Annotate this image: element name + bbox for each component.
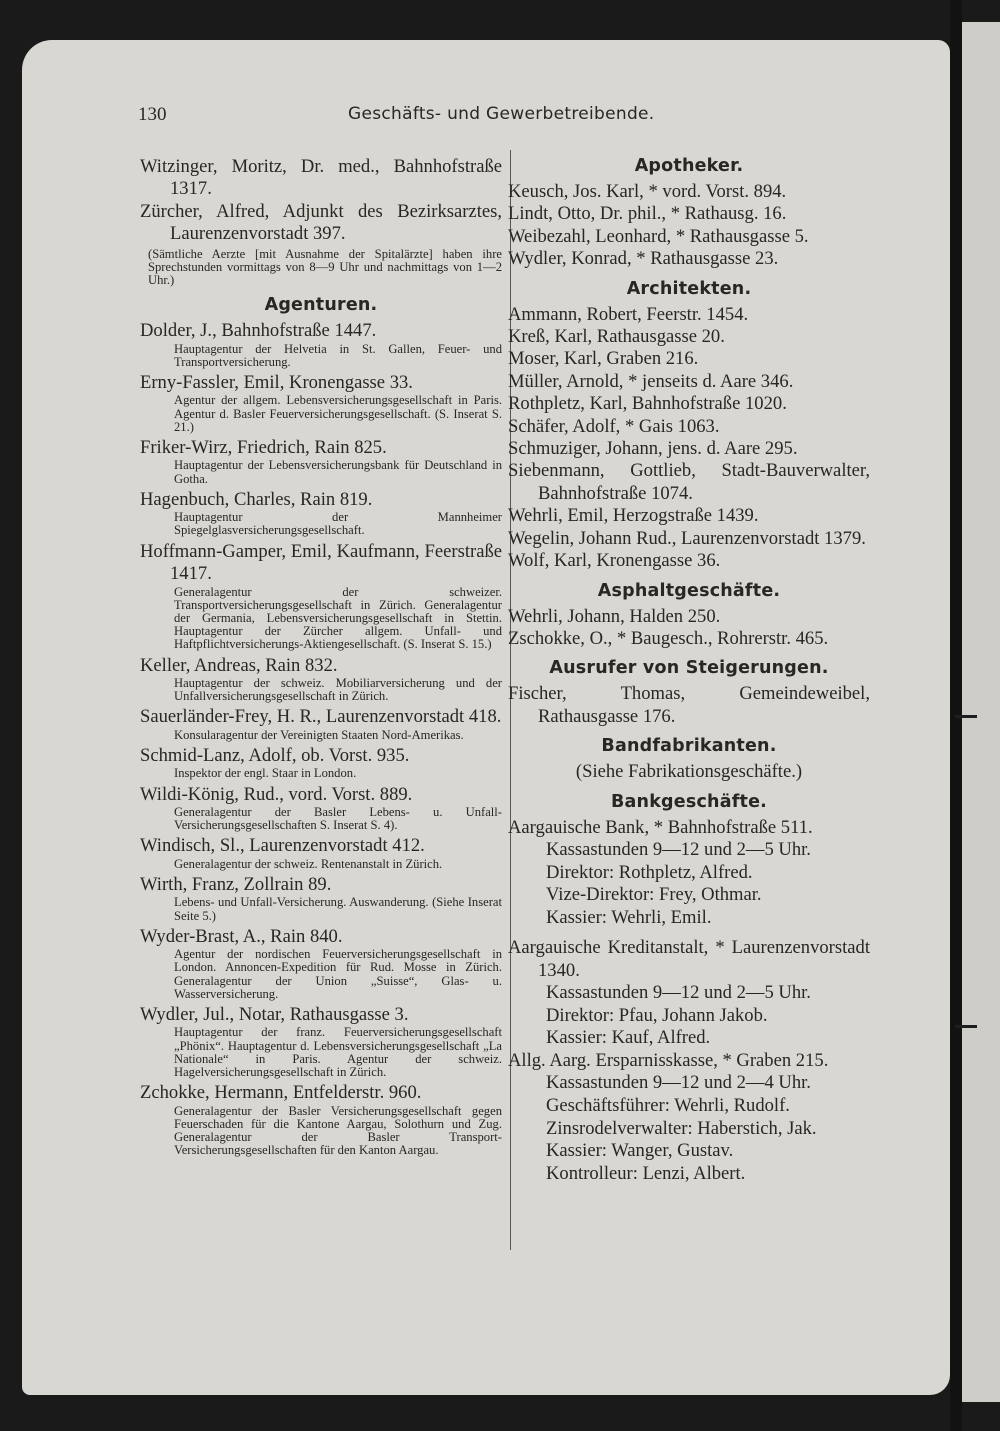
entry-note: Hauptagentur der Helvetia in St. Gallen, Feuer- und Transportversicherung.: [174, 341, 502, 369]
directory-entry: Windisch, Sl., Laurenzenvorstadt 412.: [140, 835, 425, 857]
directory-entry: Fischer, Thomas, Gemeindeweibel, Rathausgasse 176.: [508, 683, 870, 727]
adjacent-page-edge: [962, 22, 1000, 1402]
entry-note: Hauptagentur der schweiz. Mobiliarversicherung und der Unfallversicherungsgesellschaft in Zürich.: [174, 675, 502, 704]
entry-note: Inspektor der engl. Staar in London.: [174, 766, 357, 781]
directory-entry: Dolder, J., Bahnhofstraße 1447.: [140, 320, 377, 342]
directory-entry: Zchokke, Hermann, Entfelderstr. 960.: [140, 1082, 422, 1104]
directory-entry: Schäfer, Adolf, * Gais 1063.: [508, 415, 720, 437]
directory-entry: Wolf, Karl, Kronengasse 36.: [508, 550, 721, 572]
directory-entry: Keusch, Jos. Karl, * vord. Vorst. 894.: [508, 181, 787, 202]
bank-entry: Aargauische Kreditanstalt, * Laurenzenvorstadt 1340.: [508, 937, 870, 981]
bank-detail: Vize-Direktor: Frey, Othmar.: [546, 884, 762, 906]
entry-note: Generalagentur der schweizer. Transportversicherungsgesellschaft in Zürich. Generalagentur der Germania, Lebensversicherungsgesellschaft in Stettin. Hauptagentur der Zürcher allgem. Unfall- und Haftpflichtversicherungs-Aktiengesellschaft. (S. Inserat S. 15.): [174, 584, 502, 652]
section-heading-ausrufer: Ausrufer von Steigerungen.: [549, 658, 829, 679]
entry-note: Hauptagentur der franz. Feuerversicherungsgesellschaft „Phönix“. Hauptagentur d. Lebensversicherungsgesellschaft „La Nationale“ in Paris. Agentur der schweiz. Hagelversicherungsgesellschaft in Zürich.: [174, 1025, 502, 1080]
bank-detail: Direktor: Pfau, Johann Jakob.: [546, 1004, 768, 1026]
section-heading-agenturen: Agenturen.: [264, 295, 378, 316]
directory-entry: Friker-Wirz, Friedrich, Rain 825.: [140, 437, 387, 459]
directory-entry: Zürcher, Alfred, Adjunkt des Bezirksarztes, Laurenzenvorstadt 397.: [140, 200, 502, 245]
directory-entry: Müller, Arnold, * jenseits d. Aare 346.: [508, 370, 794, 392]
directory-entry: Wehrli, Johann, Halden 250.: [508, 605, 721, 627]
bank-detail: Geschäftsführer: Wehrli, Rudolf.: [546, 1094, 790, 1116]
section-heading-bank: Bankgeschäfte.: [611, 791, 767, 812]
entry-note: Hauptagentur der Lebensversicherungsbank für Deutschland in Gotha.: [174, 458, 502, 486]
bank-detail: Kassastunden 9—12 und 2—5 Uhr.: [546, 838, 811, 860]
directory-entry: Hoffmann-Gamper, Emil, Kaufmann, Feerstraße 1417.: [140, 540, 502, 585]
left-column: [140, 156, 502, 1160]
directory-entry: Wyder-Brast, A., Rain 840.: [140, 925, 343, 947]
directory-entry: Rothpletz, Karl, Bahnhofstraße 1020.: [508, 393, 787, 415]
entry-note: Generalagentur der Basler Lebens- u. Unfall-Versicherungsgesellschaften S. Inserat S. 4).: [174, 804, 502, 833]
directory-entry: Wirth, Franz, Zollrain 89.: [140, 873, 332, 895]
bank-detail: Kassastunden 9—12 und 2—4 Uhr.: [546, 1072, 811, 1094]
page-marker: [955, 715, 977, 718]
directory-entry: Lindt, Otto, Dr. phil., * Rathausg. 16.: [508, 203, 787, 225]
bank-detail: Zinsrodelverwalter: Haberstich, Jak.: [546, 1117, 817, 1139]
directory-entry: Moser, Karl, Graben 216.: [508, 348, 699, 370]
bank-detail: Kassier: Kauf, Alfred.: [546, 1027, 711, 1049]
page-number: 130: [138, 104, 167, 125]
bank-detail: Kassastunden 9—12 und 2—5 Uhr.: [546, 982, 811, 1004]
entry-note: Agentur der allgem. Lebensversicherungsgesellschaft in Paris. Agentur d. Basler Feuerversicherungsgesellschaft. (S. Inserat S. 21.): [174, 393, 502, 434]
directory-entry: Ammann, Robert, Feerstr. 1454.: [508, 303, 749, 325]
section-heading-asphalt: Asphaltgeschäfte.: [597, 580, 781, 601]
directory-entry: Erny-Fassler, Emil, Kronengasse 33.: [140, 372, 413, 394]
directory-entry: Sauerländer-Frey, H. R., Laurenzenvorstadt 418.: [140, 706, 502, 728]
section-heading-bandfabrikanten: Bandfabrikanten.: [601, 736, 777, 757]
directory-entry: Schmid-Lanz, Adolf, ob. Vorst. 935.: [140, 744, 410, 766]
directory-entry: Wildi-König, Rud., vord. Vorst. 889.: [140, 783, 413, 805]
entry-note: (Sämtliche Aerzte [mit Ausnahme der Spitalärzte] haben ihre Sprechstunden vormittags von 8—9 Uhr und nachmittags von 1—2 Uhr.): [148, 246, 502, 288]
bank-detail: Kassier: Wehrli, Emil.: [546, 906, 712, 928]
directory-entry: Keller, Andreas, Rain 832.: [140, 654, 338, 676]
bank-entry: Aargauische Bank, * Bahnhofstraße 511.: [508, 816, 813, 838]
directory-entry: Hagenbuch, Charles, Rain 819.: [140, 488, 373, 510]
directory-entry: Schmuziger, Johann, jens. d. Aare 295.: [508, 438, 798, 460]
right-column: [508, 156, 870, 1185]
directory-entry: Zschokke, O., * Baugesch., Rohrerstr. 465.: [508, 627, 829, 649]
running-title: Geschäfts- und Gewerbetreibende.: [348, 104, 655, 124]
directory-entry: Wydler, Konrad, * Rathausgasse 23.: [508, 248, 779, 270]
entry-note: Lebens- und Unfall-Versicherung. Auswanderung. (Siehe Inserat Seite 5.): [174, 895, 502, 923]
entry-note: Hauptagentur der Mannheimer Spiegelglasversicherungsgesellschaft.: [174, 510, 502, 538]
cross-reference: (Siehe Fabrikationsgeschäfte.): [575, 761, 803, 783]
section-heading-architekten: Architekten.: [626, 278, 752, 299]
directory-entry: Weibezahl, Leonhard, * Rathausgasse 5.: [508, 225, 809, 247]
directory-entry: Siebenmann, Gottlieb, Stadt-Bauverwalter, Bahnhofstraße 1074.: [508, 460, 870, 504]
entry-note: Generalagentur der Basler Versicherungsgesellschaft gegen Feuerschaden für die Kantone Aargau, Solothurn und Zug. Generalagentur der Basler Transport-Versicherungsgesellschaften für den Kanton Aargau.: [174, 1103, 502, 1158]
entry-note: Konsularagentur der Vereinigten Staaten Nord-Amerikas.: [174, 727, 464, 742]
directory-entry: Wehrli, Emil, Herzogstraße 1439.: [508, 505, 759, 527]
bank-detail: Kontrolleur: Lenzi, Albert.: [546, 1162, 746, 1184]
directory-entry: Wegelin, Johann Rud., Laurenzenvorstadt 1379.: [508, 527, 866, 549]
entry-note: Generalagentur der schweiz. Rentenanstalt in Zürich.: [174, 856, 443, 871]
page-header: [0, 104, 1000, 134]
page-marker: [955, 1025, 977, 1028]
bank-entry: Allg. Aarg. Ersparnisskasse, * Graben 215.: [508, 1049, 829, 1071]
bank-detail: Direktor: Rothpletz, Alfred.: [546, 861, 753, 883]
directory-entry: Witzinger, Moritz, Dr. med., Bahnhofstraße 1317.: [140, 156, 502, 200]
directory-entry: Kreß, Karl, Rathausgasse 20.: [508, 326, 725, 348]
entry-note: Agentur der nordischen Feuerversicherungsgesellschaft in London. Annoncen-Expedition für Rud. Mosse in Zürich. Generalagentur der Union „Suisse“, Glas- u. Wasserversicherung.: [174, 947, 502, 1001]
bank-detail: Kassier: Wanger, Gustav.: [546, 1140, 734, 1162]
directory-entry: Wydler, Jul., Notar, Rathausgasse 3.: [140, 1004, 409, 1025]
section-heading-apotheker: Apotheker.: [634, 156, 744, 176]
